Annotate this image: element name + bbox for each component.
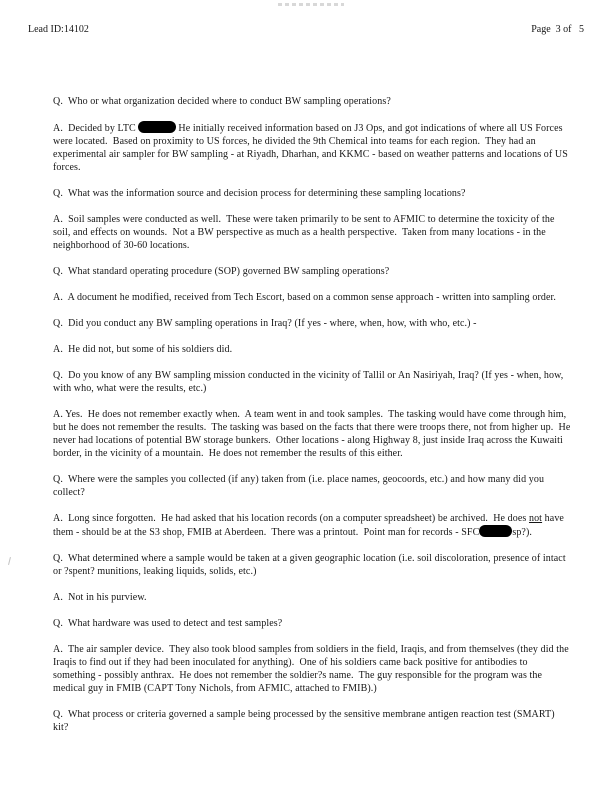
answer-7: A. Not in his purview. [53, 592, 147, 603]
question-6: Q. Where were the samples you collected (if any) taken from (i.e. place names, geocoords, etc.) and how many did you collect? [53, 474, 547, 498]
answer-1 [53, 121, 572, 174]
answer-2: A. Soil samples were conducted as well. These were taken primarily to be sent to AFMIC to determine the toxicity of the soil, and effects on wounds. Not a BW perspective as much as a health perspective. Taken from many locations - in the neighborhood of 30-60 locations. [53, 214, 558, 251]
lead-id-label: Lead ID:14102 [28, 24, 89, 35]
question-8: Q. What hardware was used to detect and test samples? [53, 618, 283, 629]
answer-3: A. A document he modified, received from Tech Escort, based on a common sense approach - written into sampling order. [53, 292, 557, 303]
answer-6-text-pre: A. Long since forgotten. He had asked that his location records (on a computer spreadsheet) be archived. He does [53, 513, 529, 524]
answer-6-text-post: sp?). [512, 527, 533, 538]
redaction-box-2 [479, 525, 512, 537]
redaction-box-1 [138, 121, 176, 133]
answer-5: A. Yes. He does not remember exactly when. A team went in and took samples. The tasking would have come through him, but he does not remember the results. The tasking was based on the facts that there were troops there, not from higher up. He never had locations of potential BW storage bunkers. Other locations - along Highway 8, just inside Iraq across the Kuwaiti border, in the vicinity of a mountain. He does not remember the results of this either. [53, 409, 573, 459]
question-7: Q. What determined where a sample would be taken at a given geographic location (i.e. soil discoloration, presence of intact or ?spent? munitions, leaking liquids, solids, etc.) [53, 553, 569, 577]
answer-6-text-mid: have them - should be at the S3 shop, FMIB at Aberdeen. There was a printout. Point man for records - SFC [53, 513, 567, 538]
question-9: Q. What process or criteria governed a sample being processed by the sensitive membrane antigen reaction test (SMART) kit? [53, 709, 558, 733]
question-1: Q. Who or what organization decided where to conduct BW sampling operations? [53, 96, 391, 107]
scan-artifact-left-tick [8, 557, 11, 565]
answer-8: A. The air sampler device. They also took blood samples from soldiers in the field, Iraqis, and from themselves (they did the Iraqis to find out if they had been inoculated for anything). One of his soldiers came back positive for antibodies to something - possibly anthrax. He does not remember the soldier?s name. The guy responsible for the program was the medical guy in FMIB (CAPT Tony Nichols, from AFMIC, attached to FMIB).) [53, 644, 572, 694]
question-4: Q. Did you conduct any BW sampling operations in Iraq? (If yes - where, when, how, with who, etc.) - [53, 318, 477, 329]
question-2: Q. What was the information source and decision process for determining these sampling locations? [53, 188, 466, 199]
scan-artifact-top-smudge [278, 3, 344, 6]
question-5: Q. Do you know of any BW sampling mission conducted in the vicinity of Tallil or An Nasiriyah, Iraq? (If yes - when, how, with who, what were the results, etc.) [53, 370, 567, 394]
answer-4: A. He did not, but some of his soldiers did. [53, 344, 233, 355]
page-number-label: Page 3 of 5 [531, 24, 584, 35]
question-3: Q. What standard operating procedure (SOP) governed BW sampling operations? [53, 266, 390, 277]
answer-1-text-pre: A. Decided by LTC [53, 123, 136, 134]
answer-6 [53, 512, 572, 539]
answer-1-text-post: He initially received information based on J3 Ops, and got indications of where all US Forces were located. Based on proximity to US forces, he divided the 9th Chemical into teams for each region. They had an experimental air sampler for BW sampling - at Riyadh, Dharhan, and KKMC - based on weather patterns and locations of US forces. [53, 123, 571, 173]
answer-6-underlined-word: not [528, 513, 543, 524]
qa-transcript [53, 95, 572, 734]
